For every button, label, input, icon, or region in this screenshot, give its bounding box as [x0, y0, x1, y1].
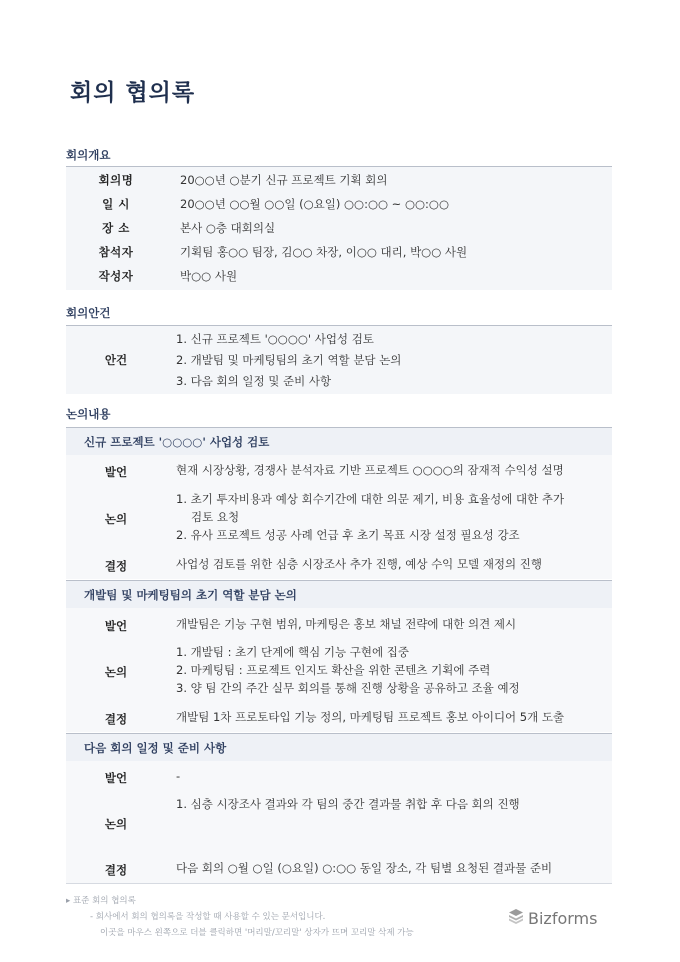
overview-value: 기획팀 홍○○ 팀장, 김○○ 차장, 이○○ 대리, 박○○ 사원	[180, 245, 468, 259]
overview-label: 참석자	[98, 245, 134, 259]
bizforms-logo-icon	[508, 908, 524, 928]
overview-value: 본사 ○층 대회의실	[180, 221, 276, 235]
discussion-line: 3. 양 팀 간의 주간 실무 회의를 통해 진행 상황을 공유하고 조율 예정	[176, 681, 520, 695]
decision-label: 결정	[104, 863, 128, 877]
decision-text: 다음 회의 ○월 ○일 (○요일) ○:○○ 동일 장소, 각 팀별 요청된 결과물 준비	[176, 861, 553, 875]
statement-label: 발언	[104, 771, 128, 785]
topic-header	[66, 427, 612, 455]
footer-hint: 이곳을 마우스 왼쪽으로 더블 클릭하면 '머리말/꼬리말' 상자가 뜨며 꼬리말 삭제 가능	[100, 928, 414, 938]
table-bottom-rule	[66, 883, 612, 884]
discussion-lines	[176, 795, 606, 813]
overview-value: 20○○년 ○○월 ○○일 (○요일) ○○:○○ ~ ○○:○○	[180, 197, 449, 211]
discussion-line: 1. 개발팀 : 초기 단계에 핵심 기능 구현에 집중	[176, 645, 409, 659]
statement-text: -	[176, 769, 181, 783]
decision-text: 사업성 검토를 위한 심층 시장조사 추가 진행, 예상 수익 모델 재정의 진행	[176, 557, 543, 571]
page-title: 회의 협의록	[70, 80, 196, 106]
agenda-heading: 회의안건	[66, 306, 111, 320]
overview-row-meeting-name	[66, 168, 612, 192]
discussion-lines	[176, 490, 606, 544]
overview-label: 작성자	[98, 269, 134, 283]
overview-row-author	[66, 264, 612, 288]
discussion-line: 2. 유사 프로젝트 성공 사례 언급 후 초기 목표 시장 설정 필요성 강조	[176, 528, 520, 542]
agenda-item: 1. 신규 프로젝트 '○○○○' 사업성 검토	[176, 332, 374, 346]
footer-description: - 회사에서 회의 협의록을 작성할 때 사용할 수 있는 문서입니다.	[90, 912, 326, 922]
discussion-heading: 논의내용	[66, 407, 111, 421]
topic-title: 다음 회의 일정 및 준비 사항	[84, 740, 227, 755]
topic-title: 개발팀 및 마케팅팀의 초기 역할 분담 논의	[84, 587, 297, 602]
discussion-lines	[176, 643, 606, 697]
overview-label: 회의명	[98, 173, 134, 187]
statement-text: 개발팀은 기능 구현 범위, 마케팅은 홍보 채널 전략에 대한 의견 제시	[176, 617, 517, 631]
overview-row-datetime	[66, 192, 612, 216]
topic-title: 신규 프로젝트 '○○○○' 사업성 검토	[84, 434, 270, 449]
overview-label: 장 소	[102, 221, 130, 235]
discussion-line: 검토 요청	[191, 510, 240, 524]
agenda-item: 2. 개발팀 및 마케팅팀의 초기 역할 분담 논의	[176, 353, 402, 367]
footer-doc-type: ▸ 표준 회의 협의록	[66, 896, 136, 906]
discussion-line: 1. 심층 시장조사 결과와 각 팀의 중간 결과물 취합 후 다음 회의 진행	[176, 797, 520, 811]
overview-value: 박○○ 사원	[180, 269, 238, 283]
overview-heading: 회의개요	[66, 148, 111, 162]
agenda-label: 안건	[104, 353, 128, 367]
bizforms-logo-text: Bizforms	[528, 908, 598, 928]
overview-row-attendees	[66, 240, 612, 264]
decision-label: 결정	[104, 559, 128, 573]
discussion-label: 논의	[104, 817, 128, 831]
decision-label: 결정	[104, 712, 128, 726]
decision-text: 개발팀 1차 프로토타입 기능 정의, 마케팅팀 프로젝트 홍보 아이디어 5개 도출	[176, 710, 565, 724]
topic-header	[66, 733, 612, 761]
statement-label: 발언	[104, 619, 128, 633]
overview-row-location	[66, 216, 612, 240]
overview-value: 20○○년 ○분기 신규 프로젝트 기획 회의	[180, 173, 388, 187]
overview-label: 일 시	[102, 197, 130, 211]
discussion-label: 논의	[104, 512, 128, 526]
topic-header	[66, 580, 612, 608]
discussion-line: 2. 마케팅팀 : 프로젝트 인지도 확산을 위한 콘텐츠 기획에 주력	[176, 663, 491, 677]
statement-label: 발언	[104, 465, 128, 479]
discussion-label: 논의	[104, 665, 128, 679]
statement-text: 현재 시장상황, 경쟁사 분석자료 기반 프로젝트 ○○○○의 잠재적 수익성 설명	[176, 463, 564, 477]
discussion-line: 1. 초기 투자비용과 예상 회수기간에 대한 의문 제기, 비용 효율성에 대한 추가	[176, 492, 565, 506]
agenda-item: 3. 다음 회의 일정 및 준비 사항	[176, 374, 332, 388]
bizforms-logo	[508, 908, 597, 928]
